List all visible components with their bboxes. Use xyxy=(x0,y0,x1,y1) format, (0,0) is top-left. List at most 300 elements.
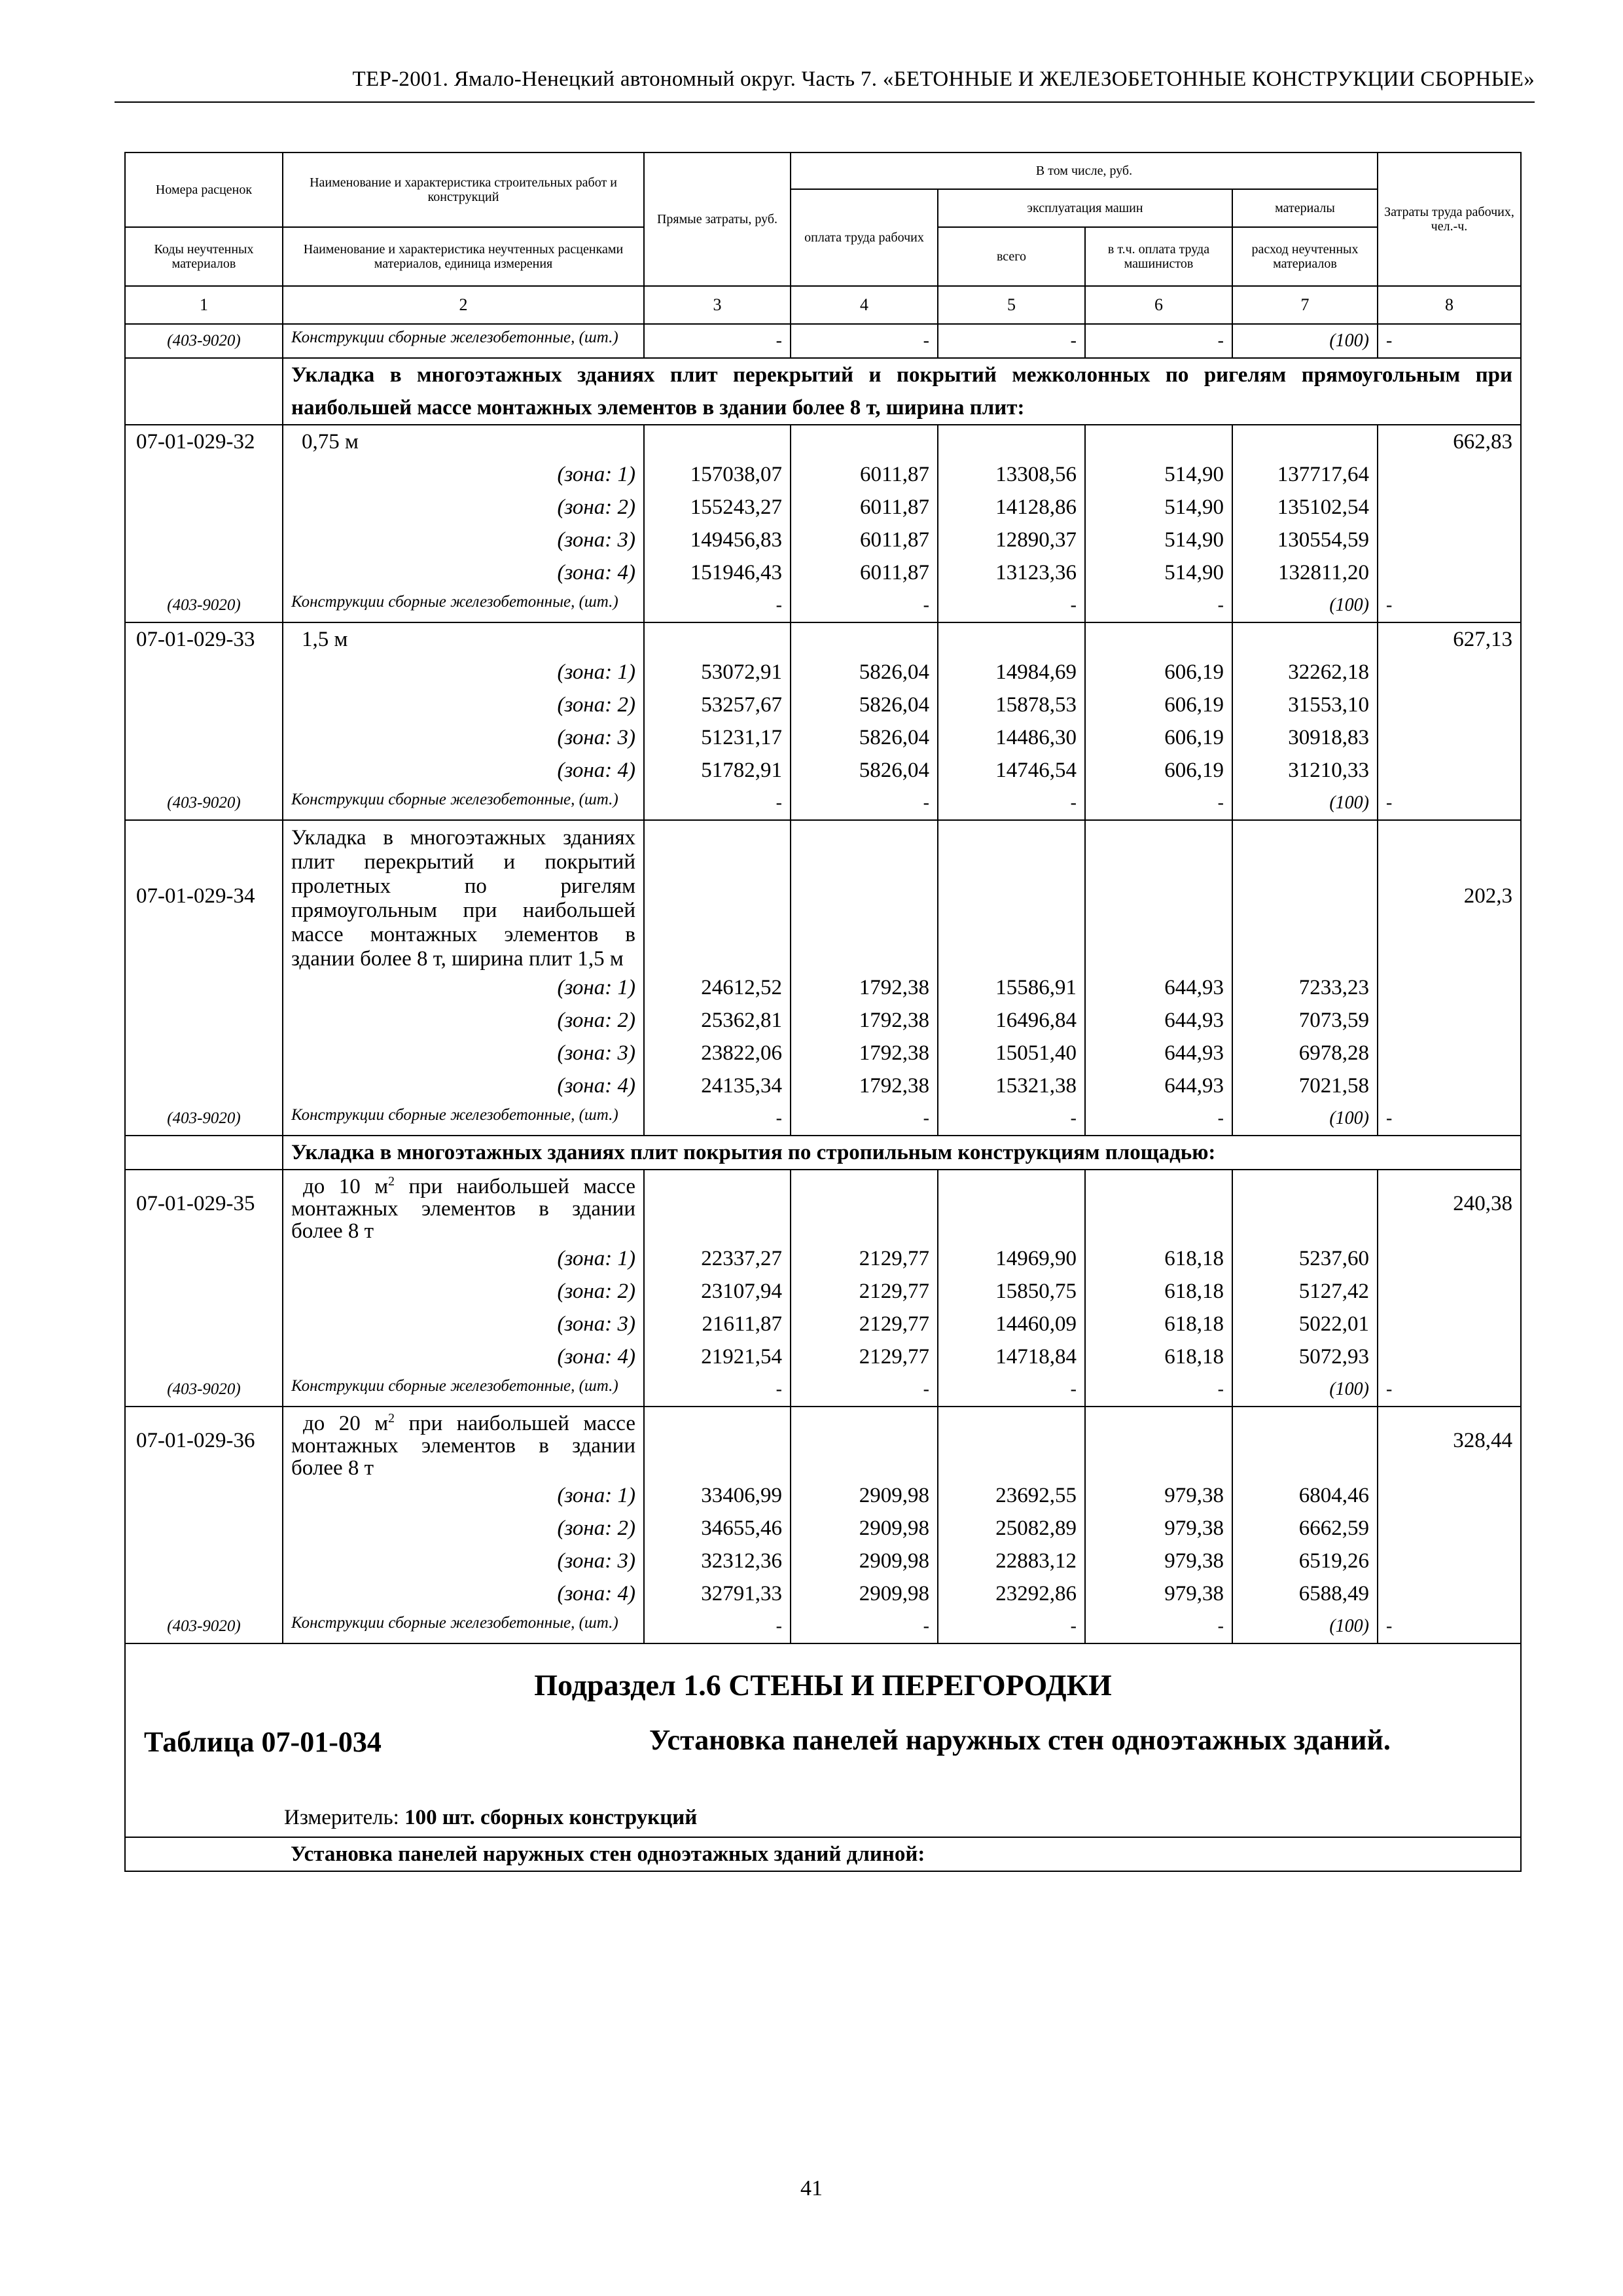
empty-cell xyxy=(1378,1308,1521,1340)
empty-cell xyxy=(125,1069,283,1102)
wage: 1792,38 xyxy=(791,1004,938,1037)
material-quantity: (100) xyxy=(1232,324,1378,358)
machines-total: 16496,84 xyxy=(938,1004,1085,1037)
material-dash: - xyxy=(1085,589,1232,622)
material-name: Конструкции сборные железобетонные, (шт.) xyxy=(283,324,644,358)
zone-row xyxy=(125,524,1521,556)
material-dash: - xyxy=(644,787,791,820)
empty-cell xyxy=(1378,1479,1521,1512)
materials-cost: 6588,49 xyxy=(1232,1577,1378,1610)
material-quantity: (100) xyxy=(1232,589,1378,622)
zone-row xyxy=(125,721,1521,754)
empty-cell xyxy=(1085,820,1232,971)
materials-cost: 7233,23 xyxy=(1232,971,1378,1004)
empty-cell xyxy=(1378,458,1521,491)
header-rate-number: Номера расценок xyxy=(125,152,283,227)
zone-row xyxy=(125,754,1521,787)
zone-label: (зона: 4) xyxy=(283,754,644,787)
empty-cell xyxy=(938,1170,1085,1242)
machines-total: 14128,86 xyxy=(938,491,1085,524)
zone-label: (зона: 2) xyxy=(283,1512,644,1545)
empty-cell xyxy=(791,820,938,971)
empty-cell xyxy=(938,1407,1085,1479)
rate-name xyxy=(283,1407,644,1479)
group-heading-spacer xyxy=(125,1136,283,1170)
zone-row xyxy=(125,1004,1521,1037)
material-dash: - xyxy=(1085,324,1232,358)
empty-cell xyxy=(125,1512,283,1545)
empty-cell xyxy=(1232,622,1378,656)
material-dash: - xyxy=(791,1610,938,1643)
empty-cell xyxy=(1378,1069,1521,1102)
material-dash: - xyxy=(644,324,791,358)
empty-cell xyxy=(1085,425,1232,458)
wage: 6011,87 xyxy=(791,491,938,524)
empty-cell xyxy=(125,1577,283,1610)
material-code: (403-9020) xyxy=(125,787,283,820)
direct-costs: 51782,91 xyxy=(644,754,791,787)
wage: 1792,38 xyxy=(791,971,938,1004)
empty-cell xyxy=(125,656,283,689)
zone-row xyxy=(125,656,1521,689)
machine-operators: 618,18 xyxy=(1085,1308,1232,1340)
wage: 1792,38 xyxy=(791,1069,938,1102)
header-material-consumption: расход неучтенных материалов xyxy=(1232,227,1378,286)
wage: 2129,77 xyxy=(791,1275,938,1308)
direct-costs: 22337,27 xyxy=(644,1242,791,1275)
header-machines: эксплуатация машин xyxy=(938,189,1232,227)
empty-cell xyxy=(1378,1242,1521,1275)
empty-cell xyxy=(1378,1512,1521,1545)
zone-label: (зона: 2) xyxy=(283,1275,644,1308)
materials-cost: 31553,10 xyxy=(1232,689,1378,721)
direct-costs: 24612,52 xyxy=(644,971,791,1004)
zone-label: (зона: 3) xyxy=(283,1308,644,1340)
materials-cost: 7073,59 xyxy=(1232,1004,1378,1037)
empty-cell xyxy=(1232,1407,1378,1479)
wage: 6011,87 xyxy=(791,524,938,556)
header-machines-total: всего xyxy=(938,227,1085,286)
empty-cell xyxy=(1378,656,1521,689)
material-dash: - xyxy=(1378,589,1521,622)
material-name: Конструкции сборные железобетонные, (шт.) xyxy=(283,1610,644,1643)
empty-cell xyxy=(125,1545,283,1577)
empty-cell xyxy=(1378,754,1521,787)
rate-labor: 328,44 xyxy=(1378,1407,1521,1479)
machine-operators: 514,90 xyxy=(1085,524,1232,556)
header-wage: оплата труда рабочих xyxy=(791,189,938,286)
wage: 2909,98 xyxy=(791,1512,938,1545)
empty-cell xyxy=(125,754,283,787)
machine-operators: 644,93 xyxy=(1085,971,1232,1004)
rate-labor: 240,38 xyxy=(1378,1170,1521,1242)
column-number: 7 xyxy=(1232,286,1378,324)
empty-cell xyxy=(1378,1545,1521,1577)
material-dash: - xyxy=(1378,1373,1521,1407)
direct-costs: 23822,06 xyxy=(644,1037,791,1069)
wage: 2909,98 xyxy=(791,1545,938,1577)
header-work-name: Наименование и характеристика строительных работ и конструкций xyxy=(283,152,644,227)
zone-label: (зона: 2) xyxy=(283,491,644,524)
material-code: (403-9020) xyxy=(125,1102,283,1136)
empty-cell xyxy=(125,1242,283,1275)
empty-cell xyxy=(1378,556,1521,589)
group-heading xyxy=(125,1837,1521,1871)
empty-cell xyxy=(125,971,283,1004)
direct-costs: 32312,36 xyxy=(644,1545,791,1577)
meter-value: 100 шт. сборных конструкций xyxy=(404,1806,698,1829)
wage: 2129,77 xyxy=(791,1242,938,1275)
materials-cost: 5127,42 xyxy=(1232,1275,1378,1308)
material-dash: - xyxy=(791,1102,938,1136)
empty-cell xyxy=(125,721,283,754)
empty-cell xyxy=(1378,1577,1521,1610)
material-dash: - xyxy=(938,589,1085,622)
material-quantity: (100) xyxy=(1232,1373,1378,1407)
machines-total: 22883,12 xyxy=(938,1545,1085,1577)
zone-label: (зона: 1) xyxy=(283,971,644,1004)
machines-total: 15878,53 xyxy=(938,689,1085,721)
material-dash: - xyxy=(644,1373,791,1407)
rate-code: 07-01-029-33 xyxy=(125,622,283,656)
header-materials: материалы xyxy=(1232,189,1378,227)
rate-code: 07-01-029-35 xyxy=(125,1170,283,1242)
zone-label: (зона: 4) xyxy=(283,556,644,589)
machines-total: 15586,91 xyxy=(938,971,1085,1004)
rate-labor: 202,3 xyxy=(1378,820,1521,971)
material-dash: - xyxy=(644,589,791,622)
empty-cell xyxy=(1378,689,1521,721)
rate-name-text: до 10 м xyxy=(303,1175,389,1198)
header-labor: Затраты труда рабочих, чел.-ч. xyxy=(1378,152,1521,286)
empty-cell xyxy=(125,689,283,721)
zone-row xyxy=(125,1037,1521,1069)
column-number: 5 xyxy=(938,286,1085,324)
machine-operators: 979,38 xyxy=(1085,1545,1232,1577)
header-material-codes: Коды неучтенных материалов xyxy=(125,227,283,286)
direct-costs: 149456,83 xyxy=(644,524,791,556)
section-title: Подраздел 1.6 СТЕНЫ И ПЕРЕГОРОДКИ xyxy=(534,1668,1112,1702)
rate-row xyxy=(125,1407,1521,1479)
zone-row xyxy=(125,556,1521,589)
zone-label: (зона: 3) xyxy=(283,721,644,754)
material-dash: - xyxy=(938,787,1085,820)
group-heading xyxy=(125,1136,1521,1170)
wage: 2129,77 xyxy=(791,1308,938,1340)
material-code: (403-9020) xyxy=(125,589,283,622)
empty-cell xyxy=(125,1340,283,1373)
column-numbers xyxy=(125,286,1521,324)
machines-total: 12890,37 xyxy=(938,524,1085,556)
group-heading-spacer xyxy=(125,1837,283,1871)
rate-code: 07-01-029-34 xyxy=(125,820,283,971)
empty-cell xyxy=(938,425,1085,458)
zone-row xyxy=(125,1242,1521,1275)
machines-total: 14718,84 xyxy=(938,1340,1085,1373)
direct-costs: 33406,99 xyxy=(644,1479,791,1512)
empty-cell xyxy=(791,1407,938,1479)
empty-cell xyxy=(125,556,283,589)
empty-cell xyxy=(938,820,1085,971)
group-heading-text: Укладка в многоэтажных зданиях плит покрытия по стропильным конструкциям площадью: xyxy=(283,1136,1521,1170)
rate-row xyxy=(125,425,1521,458)
empty-cell xyxy=(125,1308,283,1340)
machines-total: 14460,09 xyxy=(938,1308,1085,1340)
material-code: (403-9020) xyxy=(125,324,283,358)
zone-label: (зона: 3) xyxy=(283,1545,644,1577)
zone-row xyxy=(125,491,1521,524)
materials-cost: 130554,59 xyxy=(1232,524,1378,556)
material-dash: - xyxy=(1378,324,1521,358)
material-row xyxy=(125,1610,1521,1643)
wage: 2909,98 xyxy=(791,1577,938,1610)
zone-label: (зона: 3) xyxy=(283,524,644,556)
empty-cell xyxy=(1085,1407,1232,1479)
rate-row xyxy=(125,1170,1521,1242)
rate-row xyxy=(125,622,1521,656)
column-number: 3 xyxy=(644,286,791,324)
materials-cost: 7021,58 xyxy=(1232,1069,1378,1102)
header-rule xyxy=(115,101,1535,103)
materials-cost: 32262,18 xyxy=(1232,656,1378,689)
empty-cell xyxy=(125,458,283,491)
machines-total: 14486,30 xyxy=(938,721,1085,754)
machine-operators: 618,18 xyxy=(1085,1340,1232,1373)
group-heading-text: Укладка в многоэтажных зданиях плит перекрытий и покрытий межколонных по ригелям прямоугольным при наибольшей массе монтажных элементов в здании более 8 т, ширина плит: xyxy=(283,358,1521,425)
meter-label: Измеритель: xyxy=(284,1806,399,1829)
zone-label: (зона: 1) xyxy=(283,458,644,491)
zone-label: (зона: 3) xyxy=(283,1037,644,1069)
material-row xyxy=(125,1373,1521,1407)
material-row xyxy=(125,1102,1521,1136)
material-name: Конструкции сборные железобетонные, (шт.) xyxy=(283,1373,644,1407)
material-dash: - xyxy=(1378,1102,1521,1136)
rate-name: Укладка в многоэтажных зданиях плит перекрытий и покрытий пролетных по ригелям прямоугольным при наибольшей массе монтажных элементов в здании более 8 т, ширина плит 1,5 м xyxy=(283,820,644,971)
material-dash: - xyxy=(644,1102,791,1136)
materials-cost: 137717,64 xyxy=(1232,458,1378,491)
machines-total: 13308,56 xyxy=(938,458,1085,491)
material-dash: - xyxy=(938,1610,1085,1643)
direct-costs: 34655,46 xyxy=(644,1512,791,1545)
machines-total: 15850,75 xyxy=(938,1275,1085,1308)
zone-label: (зона: 1) xyxy=(283,1479,644,1512)
header-material-names: Наименование и характеристика неучтенных расценками материалов, единица измерения xyxy=(283,227,644,286)
wage: 1792,38 xyxy=(791,1037,938,1069)
empty-cell xyxy=(125,1479,283,1512)
zone-row xyxy=(125,1308,1521,1340)
group-heading-spacer xyxy=(125,358,283,425)
direct-costs: 24135,34 xyxy=(644,1069,791,1102)
zone-row xyxy=(125,1512,1521,1545)
material-dash: - xyxy=(938,1373,1085,1407)
machine-operators: 979,38 xyxy=(1085,1479,1232,1512)
header-machine-operators: в т.ч. оплата труда машинистов xyxy=(1085,227,1232,286)
machine-operators: 514,90 xyxy=(1085,491,1232,524)
direct-costs: 32791,33 xyxy=(644,1577,791,1610)
machine-operators: 979,38 xyxy=(1085,1577,1232,1610)
wage: 2909,98 xyxy=(791,1479,938,1512)
material-dash: - xyxy=(791,589,938,622)
empty-cell xyxy=(125,1275,283,1308)
column-number: 1 xyxy=(125,286,283,324)
direct-costs: 21921,54 xyxy=(644,1340,791,1373)
empty-cell xyxy=(644,1407,791,1479)
zone-row xyxy=(125,1275,1521,1308)
zone-row xyxy=(125,689,1521,721)
rate-labor: 627,13 xyxy=(1378,622,1521,656)
machine-operators: 606,19 xyxy=(1085,721,1232,754)
rate-row xyxy=(125,820,1521,971)
empty-cell xyxy=(1378,721,1521,754)
materials-cost: 135102,54 xyxy=(1232,491,1378,524)
empty-cell xyxy=(1378,1275,1521,1308)
rate-name-text: до 20 м xyxy=(303,1412,389,1435)
section-block xyxy=(125,1643,1521,1837)
group-heading-text: Установка панелей наружных стен одноэтажных зданий длиной: xyxy=(283,1837,1521,1871)
empty-cell xyxy=(125,524,283,556)
material-row xyxy=(125,787,1521,820)
machine-operators: 606,19 xyxy=(1085,656,1232,689)
empty-cell xyxy=(125,1037,283,1069)
column-number: 8 xyxy=(1378,286,1521,324)
rate-name: 0,75 м xyxy=(283,425,644,458)
direct-costs: 21611,87 xyxy=(644,1308,791,1340)
material-dash: - xyxy=(938,324,1085,358)
column-number: 4 xyxy=(791,286,938,324)
rate-name-superscript: 2 xyxy=(388,1174,395,1189)
material-name: Конструкции сборные железобетонные, (шт.) xyxy=(283,1102,644,1136)
machines-total: 15321,38 xyxy=(938,1069,1085,1102)
empty-cell xyxy=(1085,1170,1232,1242)
rate-labor: 662,83 xyxy=(1378,425,1521,458)
empty-cell xyxy=(125,1004,283,1037)
materials-cost: 132811,20 xyxy=(1232,556,1378,589)
empty-cell xyxy=(1378,491,1521,524)
zone-label: (зона: 4) xyxy=(283,1340,644,1373)
running-header: ТЕР-2001. Ямало-Ненецкий автономный округ. Часть 7. «БЕТОННЫЕ И ЖЕЛЕЗОБЕТОННЫЕ КОНСТРУКЦИИ СБОРНЫЕ» xyxy=(352,67,1535,91)
machine-operators: 606,19 xyxy=(1085,754,1232,787)
material-dash: - xyxy=(791,1373,938,1407)
zone-label: (зона: 4) xyxy=(283,1577,644,1610)
machines-total: 13123,36 xyxy=(938,556,1085,589)
machine-operators: 618,18 xyxy=(1085,1275,1232,1308)
rate-name: 1,5 м xyxy=(283,622,644,656)
material-dash: - xyxy=(938,1102,1085,1136)
rates-table xyxy=(124,152,1522,1872)
zone-label: (зона: 2) xyxy=(283,689,644,721)
empty-cell xyxy=(644,1170,791,1242)
machine-operators: 618,18 xyxy=(1085,1242,1232,1275)
empty-cell xyxy=(1378,1340,1521,1373)
material-code: (403-9020) xyxy=(125,1373,283,1407)
empty-cell xyxy=(791,425,938,458)
material-quantity: (100) xyxy=(1232,787,1378,820)
wage: 6011,87 xyxy=(791,458,938,491)
direct-costs: 155243,27 xyxy=(644,491,791,524)
material-dash: - xyxy=(1085,1102,1232,1136)
empty-cell xyxy=(1378,1037,1521,1069)
empty-cell xyxy=(1378,971,1521,1004)
direct-costs: 157038,07 xyxy=(644,458,791,491)
table-title: Установка панелей наружных стен одноэтажных зданий. xyxy=(649,1724,1391,1756)
materials-cost: 6804,46 xyxy=(1232,1479,1378,1512)
material-dash: - xyxy=(1085,1373,1232,1407)
zone-row xyxy=(125,971,1521,1004)
wage: 5826,04 xyxy=(791,689,938,721)
empty-cell xyxy=(644,622,791,656)
materials-cost: 5237,60 xyxy=(1232,1242,1378,1275)
empty-cell xyxy=(1378,524,1521,556)
empty-cell xyxy=(1378,1004,1521,1037)
empty-cell xyxy=(1232,820,1378,971)
empty-cell xyxy=(125,491,283,524)
materials-cost: 31210,33 xyxy=(1232,754,1378,787)
table-number: Таблица 07-01-034 xyxy=(144,1726,382,1758)
rate-code: 07-01-029-32 xyxy=(125,425,283,458)
materials-cost: 30918,83 xyxy=(1232,721,1378,754)
page-number: 41 xyxy=(800,2176,823,2200)
direct-costs: 151946,43 xyxy=(644,556,791,589)
material-dash: - xyxy=(644,1610,791,1643)
material-name: Конструкции сборные железобетонные, (шт.) xyxy=(283,589,644,622)
wage: 5826,04 xyxy=(791,721,938,754)
rate-name-text: при наибольшей массе монтажных элементов в здании более 8 т xyxy=(291,1175,635,1243)
material-row xyxy=(125,324,1521,358)
machine-operators: 644,93 xyxy=(1085,1004,1232,1037)
material-dash: - xyxy=(791,324,938,358)
section-row xyxy=(125,1643,1521,1837)
machines-total: 14746,54 xyxy=(938,754,1085,787)
machines-total: 14969,90 xyxy=(938,1242,1085,1275)
rate-name-superscript: 2 xyxy=(388,1411,395,1426)
material-name: Конструкции сборные железобетонные, (шт.) xyxy=(283,787,644,820)
material-dash: - xyxy=(1085,787,1232,820)
direct-costs: 51231,17 xyxy=(644,721,791,754)
machine-operators: 644,93 xyxy=(1085,1069,1232,1102)
zone-row xyxy=(125,1340,1521,1373)
material-quantity: (100) xyxy=(1232,1102,1378,1136)
materials-cost: 5072,93 xyxy=(1232,1340,1378,1373)
empty-cell xyxy=(1085,622,1232,656)
zone-row xyxy=(125,1545,1521,1577)
empty-cell xyxy=(791,1170,938,1242)
wage: 2129,77 xyxy=(791,1340,938,1373)
machine-operators: 979,38 xyxy=(1085,1512,1232,1545)
machine-operators: 514,90 xyxy=(1085,556,1232,589)
wage: 5826,04 xyxy=(791,656,938,689)
material-dash: - xyxy=(1378,787,1521,820)
machine-operators: 644,93 xyxy=(1085,1037,1232,1069)
machines-total: 25082,89 xyxy=(938,1512,1085,1545)
column-number: 6 xyxy=(1085,286,1232,324)
header-including: В том числе, руб. xyxy=(791,152,1378,189)
material-code: (403-9020) xyxy=(125,1610,283,1643)
empty-cell xyxy=(644,820,791,971)
material-dash: - xyxy=(1378,1610,1521,1643)
empty-cell xyxy=(791,622,938,656)
empty-cell xyxy=(644,425,791,458)
group-heading xyxy=(125,358,1521,425)
zone-row xyxy=(125,1479,1521,1512)
material-row xyxy=(125,589,1521,622)
direct-costs: 25362,81 xyxy=(644,1004,791,1037)
direct-costs: 23107,94 xyxy=(644,1275,791,1308)
zone-label: (зона: 4) xyxy=(283,1069,644,1102)
machines-total: 15051,40 xyxy=(938,1037,1085,1069)
machines-total: 23692,55 xyxy=(938,1479,1085,1512)
materials-cost: 6519,26 xyxy=(1232,1545,1378,1577)
material-dash: - xyxy=(1085,1610,1232,1643)
